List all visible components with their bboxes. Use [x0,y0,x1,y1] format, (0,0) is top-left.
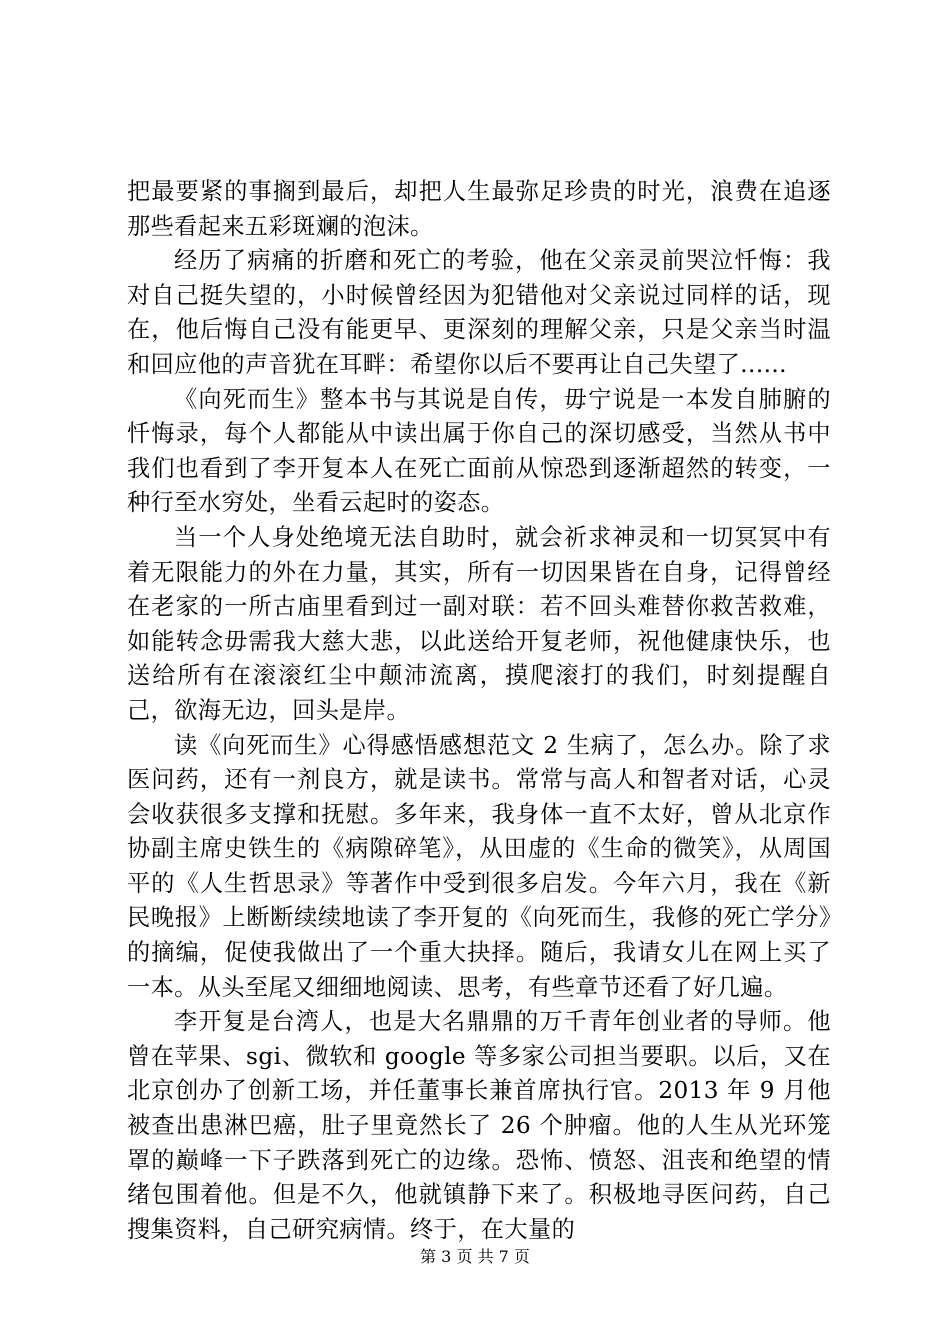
page-number-footer: 第 3 页 共 7 页 [420,1247,530,1266]
paragraph-6: 李开复是台湾人，也是大名鼎鼎的万千青年创业者的导师。他曾在苹果、sgi、微软和 google 等多家公司担当要职。以后，又在北京创办了创新工场，并任董事长兼首席执行官。2013 年 9 月他被查出患淋巴癌，肚子里竟然长了 26 个肿瘤。他的人生从光环笼罩的巅峰一下子跌落到死亡的边缘。恐怖、愤怒、沮丧和绝望的情绪包围着他。但是不久，他就镇静下来了。积极地寻医问药，自己搜集资料，自己研究病情。终于，在大量的 [127,1008,831,1243]
paragraph-5: 读《向死而生》心得感悟感想范文 2 生病了，怎么办。除了求医问药，还有一剂良方，就是读书。常常与高人和智者对话，心灵会收获很多支撑和抚慰。多年来，我身体一直不太好，曾从北京作协副主席史铁生的《病隙碎笔》，从田虚的《生命的微笑》，从周国平的《人生哲思录》等著作中受到很多启发。今年六月，我在《新民晚报》上断断续续地读了李开复的《向死而生，我修的死亡学分》的摘编，促使我做出了一个重大抉择。随后，我请女儿在网上买了一本。从头至尾又细细地阅读、思考，有些章节还看了好几遍。 [127,731,831,1001]
paragraph-3: 《向死而生》整本书与其说是自传，毋宁说是一本发自肺腑的忏悔录，每个人都能从中读出属于你自己的深切感受，当然从书中我们也看到了李开复本人在死亡面前从惊恐到逐渐超然的转变，一种行至水穷处，坐看云起时的姿态。 [127,385,831,517]
document-body [127,175,831,1247]
paragraph-2: 经历了病痛的折磨和死亡的考验，他在父亲灵前哭泣忏悔：我对自己挺失望的，小时候曾经因为犯错他对父亲说过同样的话，现在，他后悔自己没有能更早、更深刻的理解父亲，只是父亲当时温和回应他的声音犹在耳畔：希望你以后不要再让自己失望了...... [127,247,831,378]
paragraph-4: 当一个人身处绝境无法自助时，就会祈求神灵和一切冥冥中有着无限能力的外在力量，其实，所有一切因果皆在自身，记得曾经在老家的一所古庙里看到过一副对联：若不回头难替你救苦救难，如能转念毋需我大慈大悲，以此送给开复老师，祝他健康快乐，也送给所有在滚滚红尘中颠沛流离，摸爬滚打的我们，时刻提醒自己，欲海无边，回头是岸。 [127,523,831,724]
paragraph-1: 把最要紧的事搁到最后，却把人生最弥足珍贵的时光，浪费在追逐那些看起来五彩斑斓的泡沫。 [127,178,831,240]
